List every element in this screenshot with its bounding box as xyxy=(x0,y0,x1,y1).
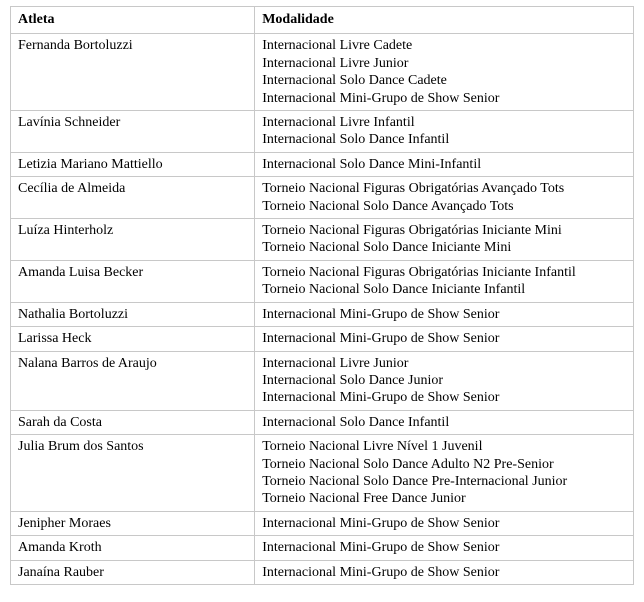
athlete-name: Luíza Hinterholz xyxy=(11,219,255,261)
table-body xyxy=(11,34,634,585)
athlete-name: Julia Brum dos Santos xyxy=(11,435,255,512)
athlete-name: Cecília de Almeida xyxy=(11,177,255,219)
athlete-name: Nathalia Bortoluzzi xyxy=(11,302,255,326)
modality-cell xyxy=(255,410,634,434)
table-row xyxy=(11,435,634,512)
modality-item: Internacional Mini-Grupo de Show Senior xyxy=(262,540,500,556)
modality-cell xyxy=(255,435,634,512)
modality-item: Internacional Solo Dance Mini-Infantil xyxy=(262,156,482,172)
modality-item: Internacional Livre Infantil xyxy=(262,115,415,131)
modality-item: Internacional Mini-Grupo de Show Senior xyxy=(262,306,500,322)
modality-cell xyxy=(255,219,634,261)
athlete-name: Nalana Barros de Araujo xyxy=(11,351,255,410)
modality-cell xyxy=(255,260,634,302)
table-row xyxy=(11,560,634,584)
athlete-name: Jenipher Moraes xyxy=(11,511,255,535)
modality-cell xyxy=(255,177,634,219)
modality-cell xyxy=(255,302,634,326)
table-row xyxy=(11,260,634,302)
athlete-name: Fernanda Bortoluzzi xyxy=(11,34,255,111)
athlete-name: Letizia Mariano Mattiello xyxy=(11,152,255,176)
modality-item: Internacional Solo Dance Infantil xyxy=(262,132,450,148)
modality-item: Internacional Livre Junior xyxy=(262,55,409,71)
modality-item: Torneio Nacional Solo Dance Iniciante Infantil xyxy=(262,282,526,298)
table-row xyxy=(11,111,634,153)
table-row xyxy=(11,536,634,560)
table-row xyxy=(11,152,634,176)
athlete-name: Lavínia Schneider xyxy=(11,111,255,153)
athlete-name: Sarah da Costa xyxy=(11,410,255,434)
table-row xyxy=(11,34,634,111)
modality-item: Internacional Solo Dance Infantil xyxy=(262,414,450,430)
modality-item: Torneio Nacional Figuras Obrigatórias Iniciante Mini xyxy=(262,223,562,239)
athlete-name: Amanda Luisa Becker xyxy=(11,260,255,302)
athlete-name: Larissa Heck xyxy=(11,327,255,351)
table-header xyxy=(11,7,634,34)
table-row xyxy=(11,219,634,261)
modality-item: Internacional Mini-Grupo de Show Senior xyxy=(262,515,500,531)
table-row xyxy=(11,327,634,351)
modality-item: Torneio Nacional Solo Dance Avançado Tots xyxy=(262,198,514,214)
table-row xyxy=(11,302,634,326)
athletes-table xyxy=(10,6,634,585)
athlete-name: Amanda Kroth xyxy=(11,536,255,560)
modality-cell xyxy=(255,560,634,584)
modality-item: Internacional Mini-Grupo de Show Senior xyxy=(262,331,500,347)
header-row xyxy=(11,7,634,34)
modality-item: Internacional Solo Dance Cadete xyxy=(262,73,447,89)
table-row xyxy=(11,511,634,535)
modality-cell xyxy=(255,351,634,410)
modality-item: Torneio Nacional Figuras Obrigatórias Iniciante Infantil xyxy=(262,264,576,280)
modality-item: Internacional Mini-Grupo de Show Senior xyxy=(262,390,500,406)
athlete-name: Janaína Rauber xyxy=(11,560,255,584)
modality-cell xyxy=(255,34,634,111)
modality-cell xyxy=(255,152,634,176)
modality-item: Internacional Solo Dance Junior xyxy=(262,372,443,388)
modality-cell xyxy=(255,511,634,535)
modality-item: Torneio Nacional Figuras Obrigatórias Avançado Tots xyxy=(262,181,565,197)
modality-item: Torneio Nacional Solo Dance Adulto N2 Pre-Senior xyxy=(262,456,554,472)
modality-item: Internacional Mini-Grupo de Show Senior xyxy=(262,564,500,580)
header-modality: Modalidade xyxy=(255,7,634,34)
table-row xyxy=(11,177,634,219)
modality-item: Torneio Nacional Solo Dance Iniciante Mini xyxy=(262,240,512,256)
header-athlete: Atleta xyxy=(11,7,255,34)
modality-cell xyxy=(255,111,634,153)
modality-item: Internacional Livre Junior xyxy=(262,355,409,371)
modality-item: Torneio Nacional Solo Dance Pre-Internacional Junior xyxy=(262,473,568,489)
modality-item: Internacional Mini-Grupo de Show Senior xyxy=(262,90,500,106)
modality-item: Internacional Livre Cadete xyxy=(262,38,413,54)
modality-cell xyxy=(255,536,634,560)
table-row xyxy=(11,351,634,410)
modality-item: Torneio Nacional Free Dance Junior xyxy=(262,491,466,507)
modality-item: Torneio Nacional Livre Nível 1 Juvenil xyxy=(262,439,483,455)
modality-cell xyxy=(255,327,634,351)
table-row xyxy=(11,410,634,434)
